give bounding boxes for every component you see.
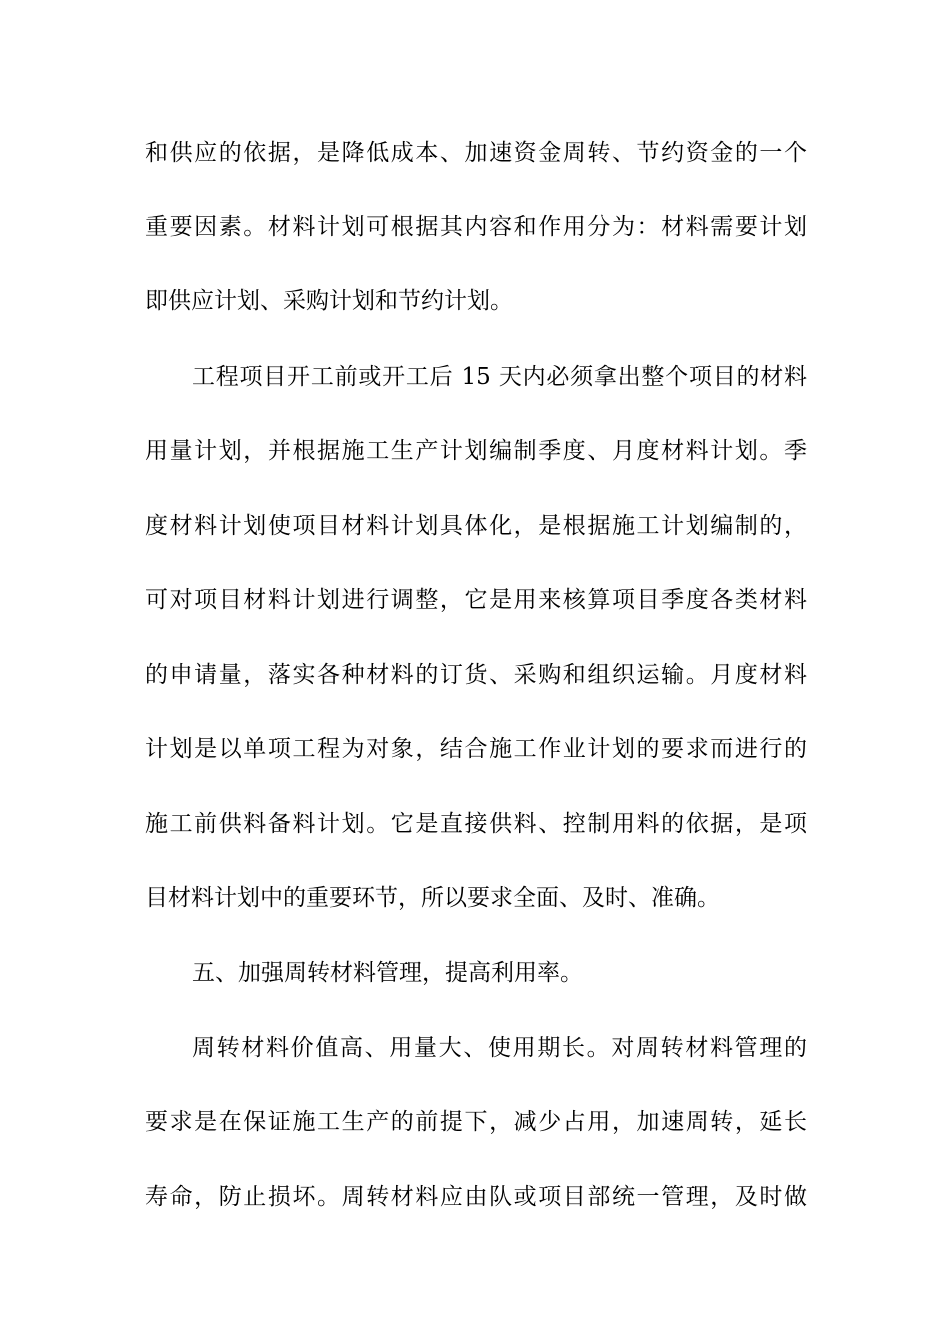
line-text: 施工前供料备料计划。它是直接供料、控制用料的依据，是项: [145, 811, 807, 837]
text-line: [0, 580, 950, 620]
text-line: [0, 431, 950, 471]
line-text: 寿命，防止损坏。周转材料应由队或项目部统一管理，及时做: [145, 1184, 807, 1210]
line-text: 要求是在保证施工生产的前提下，减少占用，加速周转，延长: [145, 1109, 807, 1135]
line-text: 目材料计划中的重要环节，所以要求全面、及时、准确。: [145, 885, 720, 911]
paragraph-first-line: [0, 1028, 950, 1068]
text-line: [0, 207, 950, 247]
line-text: 度材料计划使项目材料计划具体化，是根据施工计划编制的，: [145, 513, 807, 539]
line-text: 即供应计划、采购计划和节约计划。: [145, 288, 513, 314]
text-line: [0, 878, 950, 918]
text-line: [0, 133, 950, 173]
line-text: 的申请量，落实各种材料的订货、采购和组织运输。月度材料: [145, 662, 807, 688]
line-text: 重要因素。材料计划可根据其内容和作用分为：材料需要计划: [145, 214, 807, 240]
text-line: [0, 506, 950, 546]
section-heading: [0, 953, 950, 993]
text-line: [0, 729, 950, 769]
text-line: [0, 281, 950, 321]
line-text: 计划是以单项工程为对象，结合施工作业计划的要求而进行的: [145, 736, 807, 762]
line-text: 可对项目材料计划进行调整，它是用来核算项目季度各类材料: [145, 587, 807, 613]
line-text: 和供应的依据，是降低成本、加速资金周转、节约资金的一个: [145, 140, 807, 166]
text-line: [0, 655, 950, 695]
text-line: [0, 804, 950, 844]
paragraph-first-line: [0, 357, 950, 397]
text-line: [0, 1177, 950, 1217]
line-text: 用量计划，并根据施工生产计划编制季度、月度材料计划。季: [145, 438, 807, 464]
heading-text: 五、加强周转材料管理，提高利用率。: [192, 960, 583, 986]
line-text: 周转材料价值高、用量大、使用期长。对周转材料管理的: [192, 1035, 807, 1061]
text-line: [0, 1102, 950, 1142]
line-text: 工程项目开工前或开工后 15 天内必须拿出整个项目的材料: [192, 364, 807, 390]
